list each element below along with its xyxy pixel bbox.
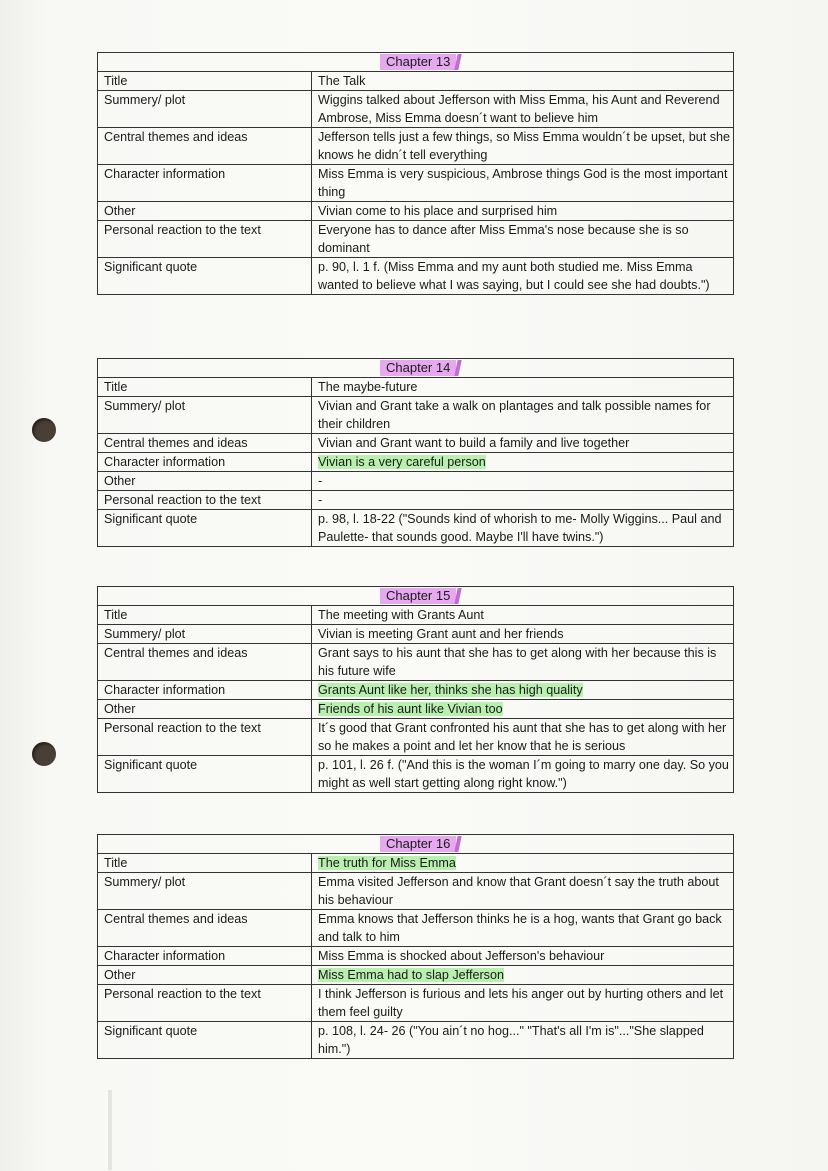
table-row xyxy=(98,681,734,700)
table-row xyxy=(98,221,734,258)
table-row xyxy=(98,700,734,719)
highlighted-text: Grants Aunt like her, thinks she has high quality xyxy=(318,683,583,697)
row-value: p. 98, l. 18-22 ("Sounds kind of whorish to me- Molly Wiggins... Paul and Paulette- that sounds good. Maybe I'll have twins.") xyxy=(312,510,734,547)
row-value: It´s good that Grant confronted his aunt that she has to get along with her so he makes a point and let her know that he is serious xyxy=(312,719,734,756)
table-row xyxy=(98,854,734,873)
table-row xyxy=(98,258,734,295)
chapter-table xyxy=(97,377,734,547)
row-label: Other xyxy=(98,202,312,221)
chapter-title: Chapter 15 xyxy=(380,588,456,604)
table-row xyxy=(98,72,734,91)
row-value: Wiggins talked about Jefferson with Miss Emma, his Aunt and Reverend Ambrose, Miss Emma doesn´t want to believe him xyxy=(312,91,734,128)
row-label: Character information xyxy=(98,453,312,472)
row-value: p. 90, l. 1 f. (Miss Emma and my aunt both studied me. Miss Emma wanted to believe what I was saying, but I could see she had doubts.") xyxy=(312,258,734,295)
row-label: Central themes and ideas xyxy=(98,128,312,165)
row-label: Central themes and ideas xyxy=(98,910,312,947)
punch-hole xyxy=(32,418,56,442)
row-value: The maybe-future xyxy=(312,378,734,397)
row-value: Jefferson tells just a few things, so Miss Emma wouldn´t be upset, but she knows he didn´t tell everything xyxy=(312,128,734,165)
chapter-title: Chapter 13 xyxy=(380,54,456,70)
row-label: Title xyxy=(98,72,312,91)
page-edge-shadow xyxy=(108,1090,112,1170)
table-row xyxy=(98,453,734,472)
row-value: Miss Emma is very suspicious, Ambrose things God is the most important thing xyxy=(312,165,734,202)
row-label: Personal reaction to the text xyxy=(98,985,312,1022)
table-row xyxy=(98,1022,734,1059)
chapter-15-table xyxy=(97,586,734,793)
row-label: Significant quote xyxy=(98,1022,312,1059)
row-value: Grant says to his aunt that she has to get along with her because this is his future wife xyxy=(312,644,734,681)
table-row xyxy=(98,644,734,681)
row-value: Vivian come to his place and surprised him xyxy=(312,202,734,221)
row-label: Central themes and ideas xyxy=(98,434,312,453)
chapter-title: Chapter 14 xyxy=(380,360,456,376)
row-value xyxy=(312,681,734,700)
table-row xyxy=(98,128,734,165)
row-label: Summery/ plot xyxy=(98,873,312,910)
row-label: Character information xyxy=(98,681,312,700)
row-value: Emma knows that Jefferson thinks he is a hog, wants that Grant go back and talk to him xyxy=(312,910,734,947)
row-label: Summery/ plot xyxy=(98,397,312,434)
table-row xyxy=(98,966,734,985)
row-label: Personal reaction to the text xyxy=(98,221,312,258)
table-row xyxy=(98,606,734,625)
row-value: The Talk xyxy=(312,72,734,91)
row-value: p. 108, l. 24- 26 ("You ain´t no hog..." "That's all I'm is"..."She slapped him.") xyxy=(312,1022,734,1059)
table-row xyxy=(98,756,734,793)
row-value xyxy=(312,700,734,719)
row-value: Vivian and Grant take a walk on plantages and talk possible names for their children xyxy=(312,397,734,434)
row-value: The meeting with Grants Aunt xyxy=(312,606,734,625)
table-row xyxy=(98,873,734,910)
chapter-header xyxy=(97,586,734,605)
chapter-table xyxy=(97,605,734,793)
row-value xyxy=(312,453,734,472)
chapter-title: Chapter 16 xyxy=(380,836,456,852)
row-value: Miss Emma is shocked about Jefferson's behaviour xyxy=(312,947,734,966)
punch-hole xyxy=(32,742,56,766)
table-row xyxy=(98,397,734,434)
highlighted-text: Miss Emma had to slap Jefferson xyxy=(318,968,504,982)
table-row xyxy=(98,947,734,966)
row-value: p. 101, l. 26 f. ("And this is the woman I´m going to marry one day. So you might as well start getting along right know.") xyxy=(312,756,734,793)
chapter-table xyxy=(97,71,734,295)
row-label: Summery/ plot xyxy=(98,91,312,128)
row-value: - xyxy=(312,491,734,510)
row-label: Significant quote xyxy=(98,756,312,793)
row-label: Character information xyxy=(98,165,312,202)
table-row xyxy=(98,472,734,491)
table-row xyxy=(98,165,734,202)
chapter-header xyxy=(97,52,734,71)
row-value: Vivian is meeting Grant aunt and her friends xyxy=(312,625,734,644)
row-label: Other xyxy=(98,966,312,985)
table-row xyxy=(98,378,734,397)
highlighted-text: Vivian is a very careful person xyxy=(318,455,486,469)
row-label: Title xyxy=(98,606,312,625)
row-label: Character information xyxy=(98,947,312,966)
highlighted-text: Friends of his aunt like Vivian too xyxy=(318,702,503,716)
chapter-13-table xyxy=(97,52,734,295)
chapter-14-table xyxy=(97,358,734,547)
row-value: I think Jefferson is furious and lets his anger out by hurting others and let them feel guilty xyxy=(312,985,734,1022)
table-row xyxy=(98,202,734,221)
row-label: Other xyxy=(98,700,312,719)
highlighted-text: The truth for Miss Emma xyxy=(318,856,456,870)
table-row xyxy=(98,491,734,510)
chapter-table xyxy=(97,853,734,1059)
row-label: Title xyxy=(98,854,312,873)
row-value xyxy=(312,966,734,985)
table-row xyxy=(98,510,734,547)
table-row xyxy=(98,719,734,756)
row-label: Title xyxy=(98,378,312,397)
row-label: Significant quote xyxy=(98,258,312,295)
chapter-header xyxy=(97,834,734,853)
row-value: - xyxy=(312,472,734,491)
table-row xyxy=(98,91,734,128)
row-value: Everyone has to dance after Miss Emma's nose because she is so dominant xyxy=(312,221,734,258)
row-label: Significant quote xyxy=(98,510,312,547)
row-value: Vivian and Grant want to build a family and live together xyxy=(312,434,734,453)
table-row xyxy=(98,434,734,453)
table-row xyxy=(98,625,734,644)
row-label: Other xyxy=(98,472,312,491)
row-label: Personal reaction to the text xyxy=(98,719,312,756)
chapter-header xyxy=(97,358,734,377)
row-label: Summery/ plot xyxy=(98,625,312,644)
table-row xyxy=(98,985,734,1022)
row-label: Personal reaction to the text xyxy=(98,491,312,510)
row-label: Central themes and ideas xyxy=(98,644,312,681)
table-row xyxy=(98,910,734,947)
row-value xyxy=(312,854,734,873)
chapter-16-table xyxy=(97,834,734,1059)
row-value: Emma visited Jefferson and know that Grant doesn´t say the truth about his behaviour xyxy=(312,873,734,910)
